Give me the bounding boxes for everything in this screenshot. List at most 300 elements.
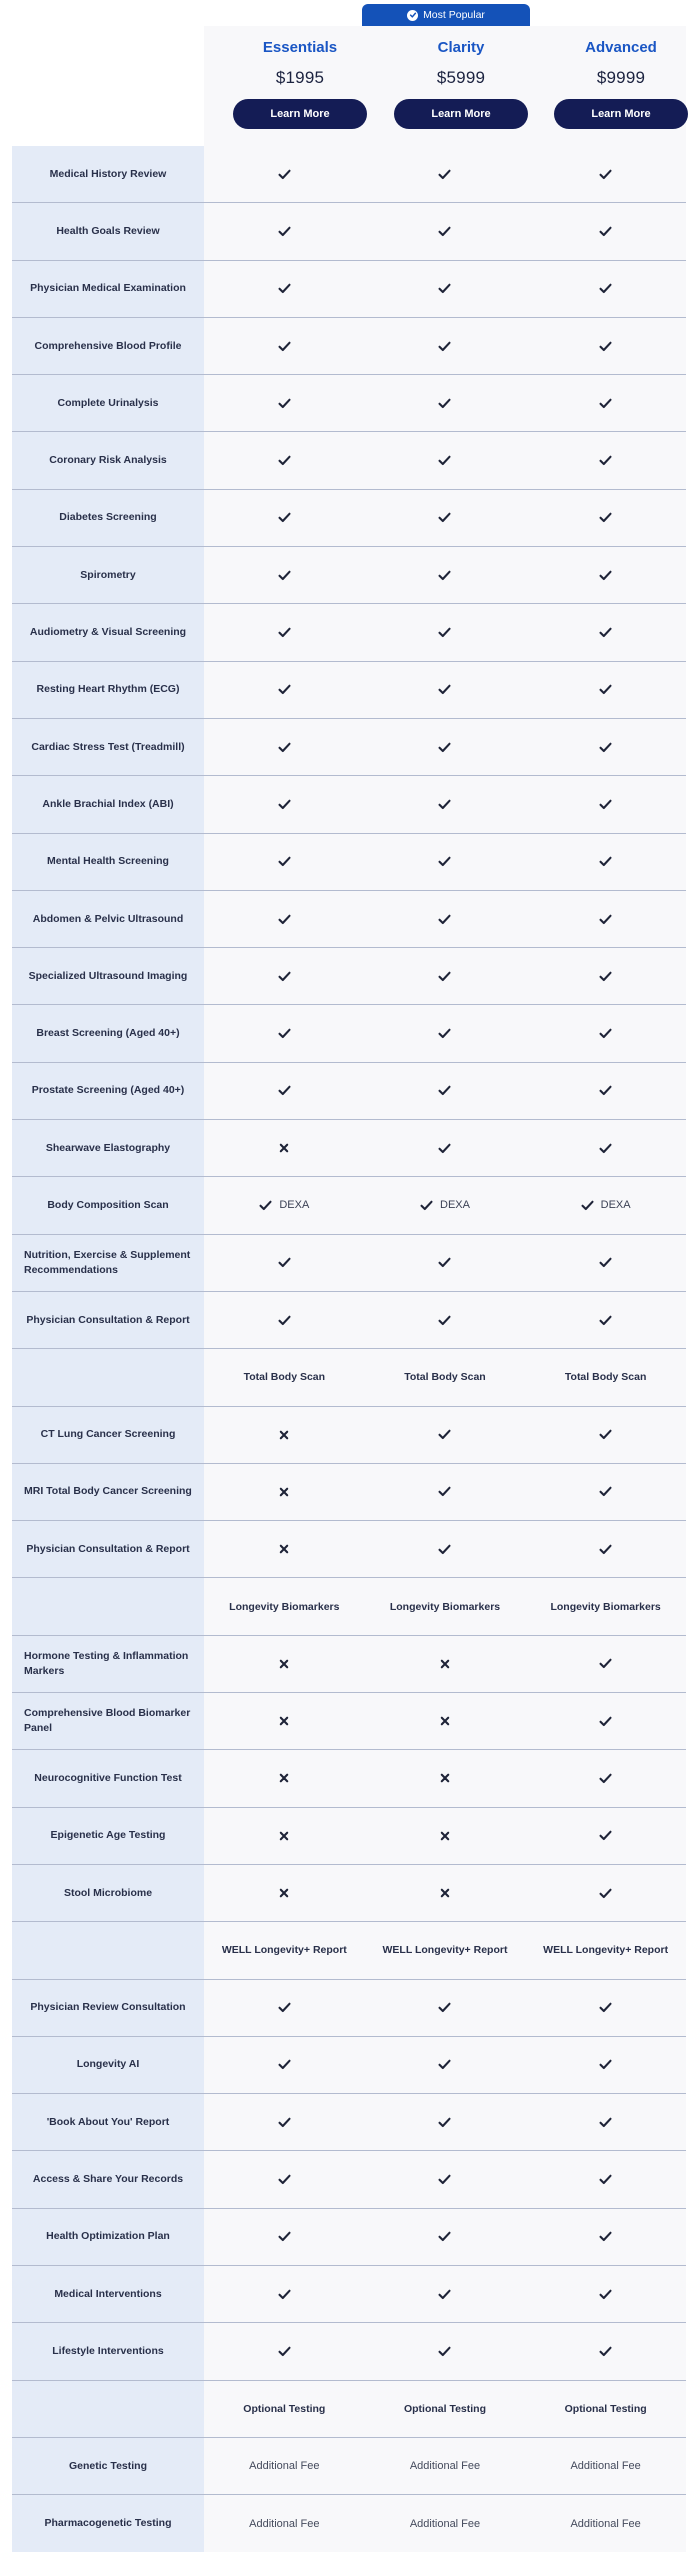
dexa-indicator <box>581 1199 631 1211</box>
row-label: Health Goals Review <box>12 203 204 259</box>
cell-clarity <box>365 2209 526 2265</box>
plan-name: Essentials <box>262 39 338 56</box>
dexa-label: DEXA <box>279 1199 310 1212</box>
row-label: Prostate Screening (Aged 40+) <box>12 1063 204 1119</box>
cell-clarity <box>365 375 526 431</box>
cell-essentials <box>204 2151 365 2207</box>
plan-name: Advanced <box>585 39 657 56</box>
cell-advanced <box>525 1464 686 1520</box>
cell-essentials <box>204 1980 365 2036</box>
row-label: Body Composition Scan <box>12 1177 204 1233</box>
section-title-essentials: Total Body Scan <box>204 1349 365 1405</box>
row-label: Genetic Testing <box>12 2438 204 2494</box>
row-label: Epigenetic Age Testing <box>12 1808 204 1864</box>
cell-clarity <box>365 2094 526 2150</box>
cell-essentials <box>204 834 365 890</box>
row-label: Physician Consultation & Report <box>12 1292 204 1348</box>
cell-essentials <box>204 2266 365 2322</box>
check-icon <box>438 742 451 753</box>
cell-essentials <box>204 203 365 259</box>
plan-price: $9999 <box>596 68 646 87</box>
section-title-advanced: Longevity Biomarkers <box>525 1578 686 1634</box>
table-row <box>12 203 686 260</box>
check-icon <box>438 226 451 237</box>
cell-clarity <box>365 1521 526 1577</box>
cell-clarity <box>365 719 526 775</box>
learn-more-advanced-button[interactable]: Learn More <box>554 99 688 129</box>
cell-advanced <box>525 891 686 947</box>
table-row <box>12 1808 686 1865</box>
cell-clarity <box>365 2037 526 2093</box>
cell-essentials <box>204 1407 365 1463</box>
section-title-essentials: Longevity Biomarkers <box>204 1578 365 1634</box>
fee-note-essentials: Additional Fee <box>204 2438 365 2494</box>
cross-icon <box>440 1831 450 1841</box>
cross-icon <box>279 1716 289 1726</box>
section-title-clarity: Total Body Scan <box>365 1349 526 1405</box>
cell-advanced <box>525 1750 686 1806</box>
cell-clarity <box>365 1980 526 2036</box>
row-label <box>12 1922 204 1978</box>
row-label: Medical Interventions <box>12 2266 204 2322</box>
cross-icon <box>279 1831 289 1841</box>
cell-advanced <box>525 1865 686 1921</box>
cell-essentials <box>204 1235 365 1291</box>
fee-note-advanced: Additional Fee <box>525 2438 686 2494</box>
section-header-row <box>12 2381 686 2438</box>
table-row <box>12 375 686 432</box>
check-icon <box>599 455 612 466</box>
table-row <box>12 948 686 1005</box>
table-row <box>12 1980 686 2037</box>
row-label: MRI Total Body Cancer Screening <box>12 1464 204 1520</box>
check-icon <box>438 914 451 925</box>
cell-essentials <box>204 1063 365 1119</box>
cross-icon <box>279 1430 289 1440</box>
cell-essentials <box>204 490 365 546</box>
row-label: Nutrition, Exercise & Supplement Recommendations <box>12 1235 204 1291</box>
table-row <box>12 1235 686 1292</box>
cell-essentials <box>204 948 365 1004</box>
check-icon <box>599 1716 612 1727</box>
check-icon <box>438 1028 451 1039</box>
check-icon <box>599 341 612 352</box>
cross-icon <box>279 1487 289 1497</box>
check-icon <box>278 570 291 581</box>
cell-advanced <box>525 2266 686 2322</box>
check-icon <box>278 398 291 409</box>
cell-clarity <box>365 203 526 259</box>
cell-essentials <box>204 776 365 832</box>
check-icon <box>278 2346 291 2357</box>
cell-advanced <box>525 662 686 718</box>
cross-icon <box>440 1773 450 1783</box>
cell-clarity <box>365 1177 526 1233</box>
cell-advanced <box>525 2094 686 2150</box>
check-icon <box>438 1085 451 1096</box>
table-row <box>12 2266 686 2323</box>
cell-clarity <box>365 891 526 947</box>
table-row <box>12 1292 686 1349</box>
table-row <box>12 432 686 489</box>
table-row <box>12 834 686 891</box>
check-icon <box>278 2174 291 2185</box>
cell-clarity <box>365 432 526 488</box>
row-label: 'Book About You' Report <box>12 2094 204 2150</box>
table-row <box>12 547 686 604</box>
table-row <box>12 2037 686 2094</box>
cell-clarity <box>365 834 526 890</box>
row-label: Ankle Brachial Index (ABI) <box>12 776 204 832</box>
check-icon <box>599 2231 612 2242</box>
cell-advanced <box>525 375 686 431</box>
fee-note-clarity: Additional Fee <box>365 2438 526 2494</box>
row-label: Shearwave Elastography <box>12 1120 204 1176</box>
check-icon <box>438 2346 451 2357</box>
section-title-essentials: WELL Longevity+ Report <box>204 1922 365 1978</box>
check-icon <box>438 512 451 523</box>
cell-essentials <box>204 375 365 431</box>
check-icon <box>278 684 291 695</box>
cell-advanced <box>525 1980 686 2036</box>
check-icon <box>438 1315 451 1326</box>
check-icon <box>599 1830 612 1841</box>
cell-advanced <box>525 547 686 603</box>
cell-advanced <box>525 948 686 1004</box>
check-icon <box>599 226 612 237</box>
cell-essentials <box>204 1636 365 1692</box>
cell-clarity <box>365 2266 526 2322</box>
cell-essentials <box>204 261 365 317</box>
row-label: Mental Health Screening <box>12 834 204 890</box>
cell-clarity <box>365 1808 526 1864</box>
check-icon <box>438 2231 451 2242</box>
table-row <box>12 719 686 776</box>
cell-advanced <box>525 318 686 374</box>
cell-advanced <box>525 261 686 317</box>
check-icon <box>278 1028 291 1039</box>
comparison-rows <box>12 146 686 2552</box>
check-icon <box>278 341 291 352</box>
row-label: Audiometry & Visual Screening <box>12 604 204 660</box>
check-icon <box>438 2059 451 2070</box>
plan-essentials <box>220 38 380 129</box>
cell-clarity <box>365 1865 526 1921</box>
cell-clarity <box>365 261 526 317</box>
cell-advanced <box>525 1292 686 1348</box>
section-title-clarity: WELL Longevity+ Report <box>365 1922 526 1978</box>
table-row <box>12 1521 686 1578</box>
table-row <box>12 1750 686 1807</box>
row-label <box>12 1578 204 1634</box>
plan-clarity <box>381 38 541 129</box>
cell-advanced <box>525 834 686 890</box>
check-icon <box>599 1143 612 1154</box>
row-label: Spirometry <box>12 547 204 603</box>
check-icon <box>438 1257 451 1268</box>
cell-essentials <box>204 662 365 718</box>
section-title-advanced: Optional Testing <box>525 2381 686 2437</box>
cell-essentials <box>204 1120 365 1176</box>
check-icon <box>278 742 291 753</box>
cell-advanced <box>525 2323 686 2379</box>
cell-advanced <box>525 2037 686 2093</box>
check-icon <box>278 1085 291 1096</box>
check-icon <box>438 398 451 409</box>
check-icon <box>599 2002 612 2013</box>
cell-advanced <box>525 2151 686 2207</box>
cell-essentials <box>204 891 365 947</box>
cross-icon <box>440 1716 450 1726</box>
learn-more-essentials-button[interactable]: Learn More <box>233 99 367 129</box>
row-label: Resting Heart Rhythm (ECG) <box>12 662 204 718</box>
cell-clarity <box>365 948 526 1004</box>
section-title-clarity: Longevity Biomarkers <box>365 1578 526 1634</box>
check-icon <box>599 1429 612 1440</box>
check-circle-icon <box>407 10 418 21</box>
row-label: Complete Urinalysis <box>12 375 204 431</box>
check-icon <box>278 1257 291 1268</box>
table-row <box>12 318 686 375</box>
check-icon <box>438 1143 451 1154</box>
cross-icon <box>279 1773 289 1783</box>
row-label: Access & Share Your Records <box>12 2151 204 2207</box>
check-icon <box>599 2289 612 2300</box>
check-icon <box>278 627 291 638</box>
section-title-essentials: Optional Testing <box>204 2381 365 2437</box>
row-label: Physician Consultation & Report <box>12 1521 204 1577</box>
table-row <box>12 1407 686 1464</box>
row-label <box>12 2381 204 2437</box>
row-label: Physician Medical Examination <box>12 261 204 317</box>
cell-advanced <box>525 2209 686 2265</box>
cell-clarity <box>365 1005 526 1061</box>
cell-clarity <box>365 1235 526 1291</box>
cross-icon <box>440 1888 450 1898</box>
pricing-comparison-table <box>12 0 686 2552</box>
cell-advanced <box>525 146 686 202</box>
cell-clarity <box>365 1120 526 1176</box>
check-icon <box>278 455 291 466</box>
cell-advanced <box>525 203 686 259</box>
table-row <box>12 1177 686 1234</box>
table-row <box>12 891 686 948</box>
table-row <box>12 1636 686 1693</box>
row-label: Cardiac Stress Test (Treadmill) <box>12 719 204 775</box>
table-row <box>12 1464 686 1521</box>
cell-advanced <box>525 1407 686 1463</box>
row-label: Stool Microbiome <box>12 1865 204 1921</box>
cell-clarity <box>365 1750 526 1806</box>
section-header-row <box>12 1922 686 1979</box>
table-row <box>12 776 686 833</box>
check-icon <box>599 283 612 294</box>
check-icon <box>438 1544 451 1555</box>
row-label: Comprehensive Blood Profile <box>12 318 204 374</box>
check-icon <box>599 1773 612 1784</box>
cell-advanced <box>525 1693 686 1749</box>
fee-note-advanced: Additional Fee <box>525 2495 686 2552</box>
check-icon <box>599 856 612 867</box>
table-row <box>12 1120 686 1177</box>
check-icon <box>438 2002 451 2013</box>
cell-essentials <box>204 604 365 660</box>
cell-essentials <box>204 1177 365 1233</box>
cell-clarity <box>365 547 526 603</box>
cell-essentials <box>204 2037 365 2093</box>
check-icon <box>278 226 291 237</box>
cell-clarity <box>365 1063 526 1119</box>
section-title-clarity: Optional Testing <box>365 2381 526 2437</box>
cell-clarity <box>365 1292 526 1348</box>
row-label: Medical History Review <box>12 146 204 202</box>
cross-icon <box>279 1143 289 1153</box>
cell-clarity <box>365 318 526 374</box>
table-row <box>12 2151 686 2208</box>
cell-advanced <box>525 1808 686 1864</box>
check-icon <box>278 2117 291 2128</box>
plan-advanced <box>541 38 698 129</box>
dexa-indicator <box>259 1199 309 1211</box>
cell-advanced <box>525 1177 686 1233</box>
check-icon <box>438 169 451 180</box>
dexa-label: DEXA <box>600 1199 631 1212</box>
check-icon <box>599 2117 612 2128</box>
table-row <box>12 1005 686 1062</box>
check-icon <box>599 2174 612 2185</box>
cell-clarity <box>365 1464 526 1520</box>
cell-advanced <box>525 490 686 546</box>
cell-advanced <box>525 1063 686 1119</box>
check-icon <box>438 627 451 638</box>
section-title-advanced: WELL Longevity+ Report <box>525 1922 686 1978</box>
cell-essentials <box>204 1865 365 1921</box>
table-row <box>12 2323 686 2380</box>
check-icon <box>438 2117 451 2128</box>
table-row <box>12 662 686 719</box>
table-row <box>12 2209 686 2266</box>
check-icon <box>438 684 451 695</box>
check-icon <box>599 1544 612 1555</box>
table-row <box>12 1693 686 1750</box>
cell-essentials <box>204 1808 365 1864</box>
table-row <box>12 2094 686 2151</box>
check-icon <box>438 455 451 466</box>
cell-essentials <box>204 719 365 775</box>
check-icon <box>599 1028 612 1039</box>
fee-note-essentials: Additional Fee <box>204 2495 365 2552</box>
row-label: Hormone Testing & Inflammation Markers <box>12 1636 204 1692</box>
row-label: Physician Review Consultation <box>12 1980 204 2036</box>
check-icon <box>599 1658 612 1669</box>
cell-advanced <box>525 604 686 660</box>
cell-essentials <box>204 1005 365 1061</box>
check-icon <box>438 1429 451 1440</box>
cell-advanced <box>525 776 686 832</box>
row-label: CT Lung Cancer Screening <box>12 1407 204 1463</box>
cell-essentials <box>204 1292 365 1348</box>
check-icon <box>599 627 612 638</box>
table-row <box>12 261 686 318</box>
check-icon <box>278 169 291 180</box>
check-icon <box>438 2289 451 2300</box>
check-icon <box>278 856 291 867</box>
cell-clarity <box>365 604 526 660</box>
check-icon <box>599 799 612 810</box>
plan-price: $5999 <box>436 68 486 87</box>
row-label: Health Optimization Plan <box>12 2209 204 2265</box>
check-icon <box>599 570 612 581</box>
cell-clarity <box>365 2323 526 2379</box>
cell-advanced <box>525 1120 686 1176</box>
check-icon <box>438 1486 451 1497</box>
table-row <box>12 2495 686 2552</box>
table-row <box>12 1063 686 1120</box>
check-icon <box>599 1888 612 1899</box>
check-icon <box>278 283 291 294</box>
cell-essentials <box>204 1521 365 1577</box>
check-icon <box>420 1200 433 1211</box>
learn-more-clarity-button[interactable]: Learn More <box>394 99 528 129</box>
check-icon <box>581 1200 594 1211</box>
check-icon <box>438 971 451 982</box>
cell-advanced <box>525 1235 686 1291</box>
section-title-advanced: Total Body Scan <box>525 1349 686 1405</box>
table-row <box>12 604 686 661</box>
cell-essentials <box>204 146 365 202</box>
cell-advanced <box>525 1521 686 1577</box>
table-row <box>12 1865 686 1922</box>
table-row <box>12 490 686 547</box>
check-icon <box>599 914 612 925</box>
check-icon <box>278 2231 291 2242</box>
check-icon <box>599 971 612 982</box>
check-icon <box>599 2346 612 2357</box>
row-label: Pharmacogenetic Testing <box>12 2495 204 2552</box>
check-icon <box>599 1257 612 1268</box>
cell-clarity <box>365 662 526 718</box>
cell-essentials <box>204 1750 365 1806</box>
check-icon <box>278 971 291 982</box>
row-label: Neurocognitive Function Test <box>12 1750 204 1806</box>
check-icon <box>599 1085 612 1096</box>
cell-advanced <box>525 1005 686 1061</box>
check-icon <box>599 684 612 695</box>
most-popular-label: Most Popular <box>423 9 485 21</box>
plans-header <box>12 0 686 146</box>
most-popular-badge <box>362 4 530 26</box>
cross-icon <box>440 1659 450 1669</box>
check-icon <box>438 341 451 352</box>
cell-essentials <box>204 2323 365 2379</box>
cell-clarity <box>365 776 526 832</box>
cell-essentials <box>204 1693 365 1749</box>
plan-name: Clarity <box>437 39 485 56</box>
check-icon <box>278 914 291 925</box>
check-icon <box>278 512 291 523</box>
row-label: Lifestyle Interventions <box>12 2323 204 2379</box>
check-icon <box>278 1315 291 1326</box>
table-row <box>12 146 686 203</box>
section-header-row <box>12 1578 686 1635</box>
cell-essentials <box>204 318 365 374</box>
cell-essentials <box>204 2209 365 2265</box>
row-label: Abdomen & Pelvic Ultrasound <box>12 891 204 947</box>
cell-advanced <box>525 1636 686 1692</box>
check-icon <box>278 2289 291 2300</box>
cell-clarity <box>365 1693 526 1749</box>
cell-clarity <box>365 146 526 202</box>
